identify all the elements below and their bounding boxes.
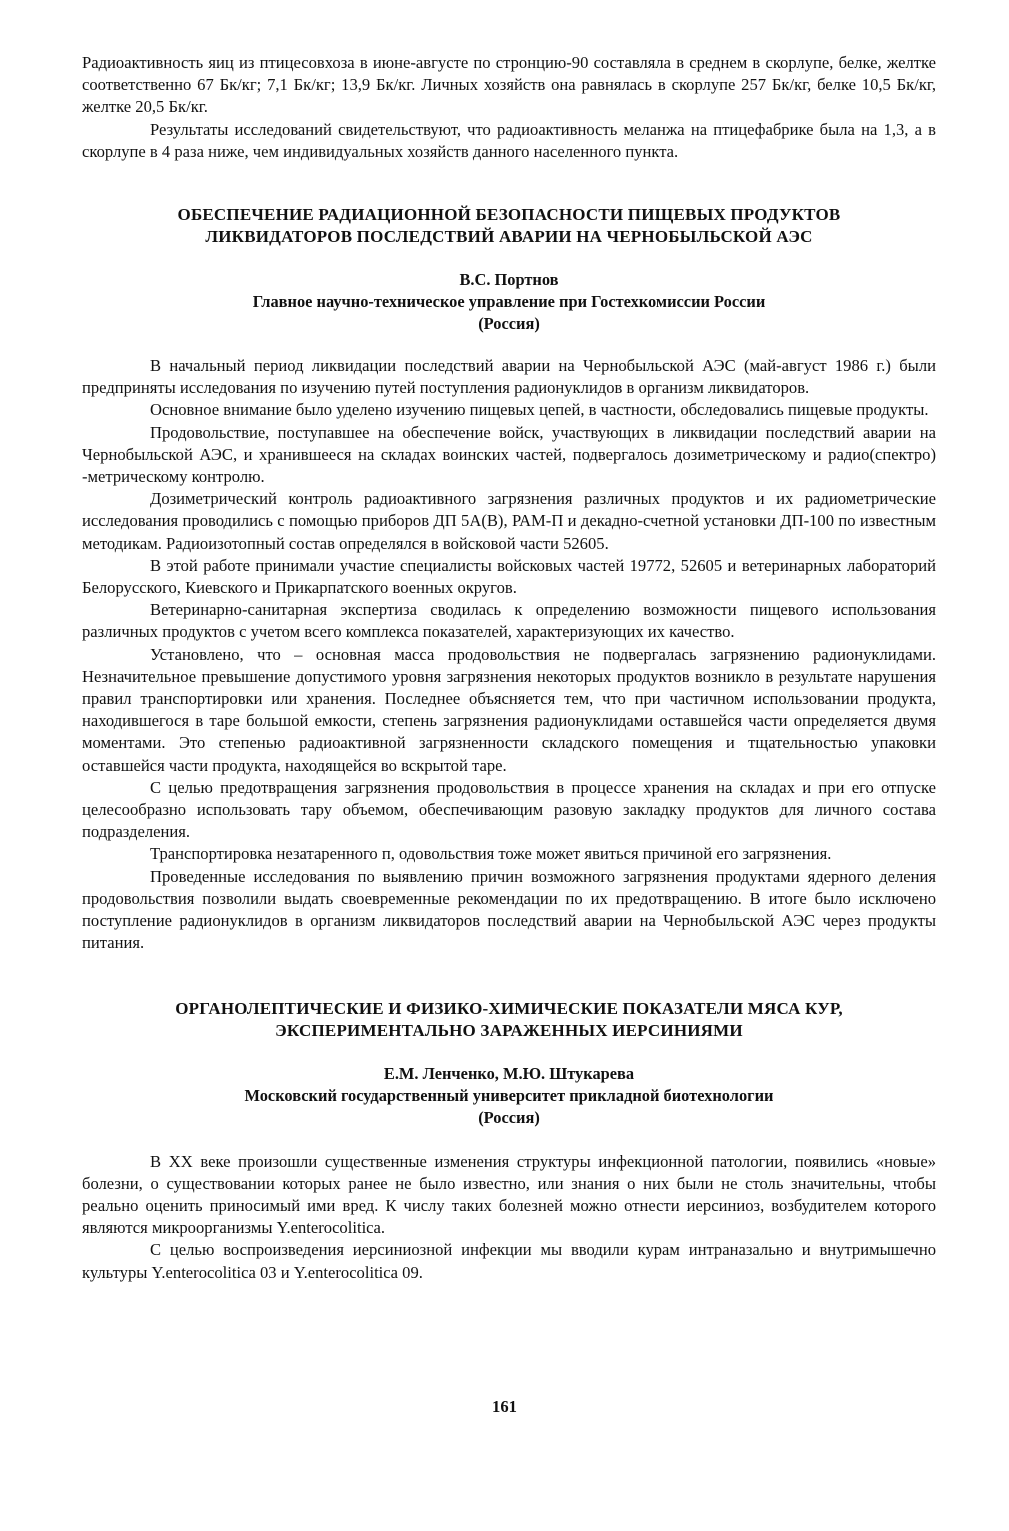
page-number: 161 [492, 1397, 517, 1416]
article-1-paragraph: В этой работе принимали участие специалисты войсковых частей 19772, 52605 и ветеринарных лабораторий Белорусского, Киевского и Прикарпатского военных округов. [82, 555, 936, 598]
article-1-paragraph: Ветеринарно-санитарная экспертиза сводилась к определению возможности пищевого использования различных продуктов с учетом всего комплекса показателей, характеризующих их качество. [82, 600, 936, 642]
article-2-title [82, 998, 936, 1042]
article-1-paragraph: Установлено, что – основная масса продовольствия не подвергалась загрязнению радионуклидами. Незначительное превышение допустимого уровня загрязнения некоторых продуктов возникло в результате нарушения правил транспортировки или хранения. Последнее объясняется тем, что при частичном использовании продукта, находившегося в таре большой емкости, степень загрязнения радионуклидами оставшейся части определяется двумя моментами. Это степенью радиоактивной загрязненности складского помещения и тщательностью упаковки оставшейся части продукта, находящейся во вскрытой таре. [82, 644, 936, 775]
article-1-paragraph: Продовольствие, поступавшее на обеспечение войск, участвующих в ликвидации последствий аварии на Чернобыльской АЭС, и хранившееся на складах воинских частей, подвергалось дозиметрическому и радио(спектро) -метрическому контролю. [82, 422, 936, 487]
article-1-author: В.С. Портнов [459, 270, 559, 290]
article-1-country: (Россия) [478, 314, 540, 334]
article-2-paragraph: В XX веке произошли существенные изменения структуры инфекционной патологии, появились «новые» болезни, о существовании которых ранее не было известно, или знания о них были не столь значительны, чтобы реально оценить приносимый ими вред. К числу таких болезней можно отнести иерсиниоз, возбудителем которого являются микроорганизмы Y.enterocolitica. [82, 1151, 936, 1238]
article-1-title-line-1: ОБЕСПЕЧЕНИЕ РАДИАЦИОННОЙ БЕЗОПАСНОСТИ ПИЩЕВЫХ ПРОДУКТОВ [177, 205, 841, 225]
article-2-paragraph: С целью воспроизведения иерсиниозной инфекции мы вводили курам интраназально и внутримышечно культуры Y.enterocolitica 03 и Y.enterocolitica 09. [82, 1240, 936, 1282]
intro-section [82, 52, 936, 163]
article-2-country: (Россия) [478, 1107, 540, 1127]
article-1-paragraph: В начальный период ликвидации последствий аварии на Чернобыльской АЭС (май-август 1986 г.) были предприняты исследования по изучению путей поступления радионуклидов в организм ликвидаторов. [82, 356, 936, 398]
intro-paragraph-2: Результаты исследований свидетельствуют, что радиоактивность меланжа на птицефабрике была на 1,3, а в скорлупе в 4 раза ниже, чем индивидуальных хозяйств данного населенного пункта. [82, 119, 936, 161]
article-2-body [82, 1151, 936, 1284]
article-2 [82, 998, 936, 1284]
article-1-body [82, 355, 936, 954]
article-1-paragraph: Транспортировка незатаренного п, одовольствия тоже может явиться причиной его загрязнения. [150, 844, 832, 864]
article-2-affiliation: Московский государственный университет прикладной биотехнологии [244, 1085, 774, 1105]
article-2-title-line-1: ОРГАНОЛЕПТИЧЕСКИЕ И ФИЗИКО-ХИМИЧЕСКИЕ ПОКАЗАТЕЛИ МЯСА КУР, [175, 998, 843, 1018]
article-2-title-line-2: ЭКСПЕРИМЕНТАЛЬНО ЗАРАЖЕННЫХ ИЕРСИНИЯМИ [275, 1020, 743, 1040]
article-1-paragraph: Проведенные исследования по выявлению причин возможного загрязнения продуктами ядерного деления продовольствия позволили выдать своевременные рекомендации по их предотвращению. В итоге было исключено поступление радионуклидов в организм ликвидаторов последствий аварии на Чернобыльской АЭС через продукты питания. [82, 866, 936, 953]
article-1-title-line-2: ЛИКВИДАТОРОВ ПОСЛЕДСТВИЙ АВАРИИ НА ЧЕРНОБЫЛЬСКОЙ АЭС [205, 227, 813, 247]
article-2-authors: Е.М. Ленченко, М.Ю. Штукарева [383, 1063, 635, 1083]
article-1-title [82, 204, 936, 248]
article-1-paragraph: Дозиметрический контроль радиоактивного загрязнения различных продуктов и их радиометрические исследования проводились с помощью приборов ДП 5А(В), РАМ-П и декадно-счетной установки ДП-100 по известным методикам. Радиоизотопный состав определялся в войсковой части 52605. [82, 489, 936, 553]
intro-paragraph-1: Радиоактивность яиц из птицесовхоза в июне-августе по стронцию-90 составляла в среднем в скорлупе, белке, желтке соответственно 67 Бк/кг; 7,1 Бк/кг; 13,9 Бк/кг. Личных хозяйств она равнялась в скорлупе 257 Бк/кг, белке 10,5 Бк/кг, желтке 20,5 Бк/кг. [82, 53, 936, 117]
page-content [82, 52, 936, 1284]
article-1-affiliation: Главное научно-техническое управление при Гостехкомиссии России [252, 292, 766, 312]
article-1-paragraph: Основное внимание было уделено изучению пищевых цепей, в частности, обследовались пищевые продукты. [150, 400, 929, 420]
article-1-paragraph: С целью предотвращения загрязнения продовольствия в процессе хранения на складах и при его отпуске целесообразно использовать тару объемом, обеспечивающим разовую закладку продуктов для личного состава подразделения. [82, 777, 936, 842]
article-1 [82, 204, 936, 954]
